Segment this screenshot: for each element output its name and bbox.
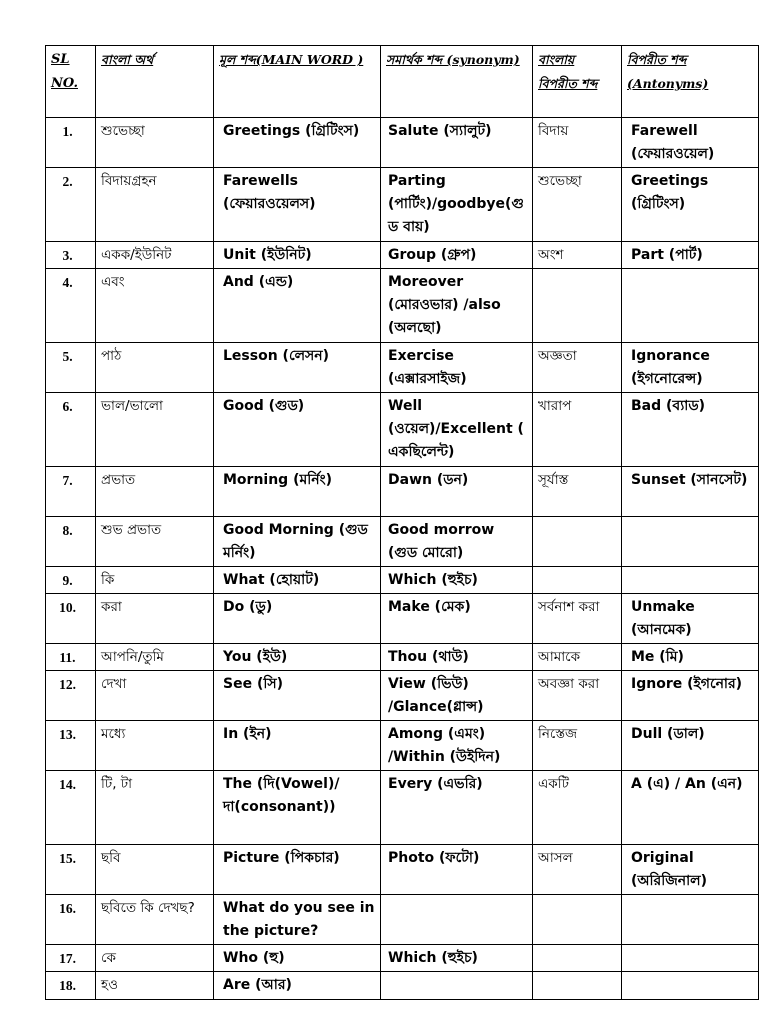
cell-sl: 2. xyxy=(46,168,96,242)
cell-main-word: Picture (পিকচার) xyxy=(214,845,381,895)
cell-bangla-antonym xyxy=(533,945,622,972)
cell-antonym xyxy=(622,269,759,343)
table-row xyxy=(46,845,759,895)
cell-bangla-meaning: দেখা xyxy=(96,671,214,721)
cell-sl: 7. xyxy=(46,467,96,517)
cell-bangla-antonym: অংশ xyxy=(533,242,622,269)
cell-main-word: See (সি) xyxy=(214,671,381,721)
cell-antonym: Greetings (গ্রিটিংস) xyxy=(622,168,759,242)
cell-bangla-antonym: বিদায় xyxy=(533,118,622,168)
cell-bangla-antonym: অবজ্ঞা করা xyxy=(533,671,622,721)
cell-bangla-antonym xyxy=(533,972,622,1000)
cell-bangla-antonym: অজ্ঞতা xyxy=(533,343,622,393)
cell-bangla-meaning: ছবিতে কি দেখছ? xyxy=(96,895,214,945)
cell-antonym: Part (পার্ট) xyxy=(622,242,759,269)
cell-bangla-meaning: পাঠ xyxy=(96,343,214,393)
cell-main-word: Morning (মর্নিং) xyxy=(214,467,381,517)
cell-sl: 10. xyxy=(46,594,96,644)
cell-synonym: Well (ওয়েল)/Excellent ( একছিলেন্ট) xyxy=(381,393,533,467)
cell-synonym: Good morrow (গুড মোরো) xyxy=(381,517,533,567)
vocabulary-table xyxy=(45,45,759,1000)
cell-antonym: A (এ) / An (এন) xyxy=(622,771,759,845)
cell-synonym: Group (গ্রুপ) xyxy=(381,242,533,269)
table-row xyxy=(46,972,759,1000)
cell-synonym: Thou (থাউ) xyxy=(381,644,533,671)
table-row xyxy=(46,393,759,467)
table-row xyxy=(46,567,759,594)
cell-bangla-antonym: সূর্যাস্ত xyxy=(533,467,622,517)
cell-sl: 6. xyxy=(46,393,96,467)
cell-sl: 8. xyxy=(46,517,96,567)
cell-bangla-antonym: সর্বনাশ করা xyxy=(533,594,622,644)
cell-bangla-antonym xyxy=(533,567,622,594)
cell-sl: 4. xyxy=(46,269,96,343)
header-antonyms: বিপরীত শব্দ (Antonyms) xyxy=(622,46,759,118)
cell-sl: 13. xyxy=(46,721,96,771)
table-row xyxy=(46,118,759,168)
table-row xyxy=(46,721,759,771)
cell-antonym: Dull (ডাল) xyxy=(622,721,759,771)
table-row xyxy=(46,343,759,393)
cell-main-word: The (দি(Vowel)/দা(consonant)) xyxy=(214,771,381,845)
cell-sl: 18. xyxy=(46,972,96,1000)
cell-synonym: Photo (ফটো) xyxy=(381,845,533,895)
table-row xyxy=(46,269,759,343)
cell-sl: 17. xyxy=(46,945,96,972)
cell-bangla-meaning: আপনি/তুমি xyxy=(96,644,214,671)
table-row xyxy=(46,771,759,845)
cell-main-word: Greetings (গ্রিটিংস) xyxy=(214,118,381,168)
cell-synonym: Moreover (মোরওভার) /also (অলছো) xyxy=(381,269,533,343)
cell-synonym: Every (এভরি) xyxy=(381,771,533,845)
cell-sl: 14. xyxy=(46,771,96,845)
cell-bangla-antonym xyxy=(533,895,622,945)
cell-bangla-meaning: ছবি xyxy=(96,845,214,895)
cell-bangla-antonym: শুভেচ্ছা xyxy=(533,168,622,242)
header-bangla-meaning: বাংলা অর্থ xyxy=(96,46,214,118)
table-row xyxy=(46,895,759,945)
table-row xyxy=(46,467,759,517)
cell-main-word: What do you see in the picture? xyxy=(214,895,381,945)
cell-antonym: Me (মি) xyxy=(622,644,759,671)
cell-main-word: In (ইন) xyxy=(214,721,381,771)
cell-synonym: Which (হুইচ) xyxy=(381,567,533,594)
header-main-word: মূল শব্দ(MAIN WORD ) xyxy=(214,46,381,118)
cell-main-word: Do (ডু) xyxy=(214,594,381,644)
cell-bangla-meaning: হও xyxy=(96,972,214,1000)
cell-main-word: Good Morning (গুড মর্নিং) xyxy=(214,517,381,567)
cell-synonym xyxy=(381,972,533,1000)
cell-sl: 1. xyxy=(46,118,96,168)
cell-bangla-meaning: কি xyxy=(96,567,214,594)
cell-synonym: Among (এমং) /Within (উইদিন) xyxy=(381,721,533,771)
cell-bangla-meaning: প্রভাত xyxy=(96,467,214,517)
cell-synonym: Dawn (ডন) xyxy=(381,467,533,517)
cell-sl: 5. xyxy=(46,343,96,393)
cell-antonym xyxy=(622,517,759,567)
cell-antonym xyxy=(622,895,759,945)
cell-sl: 3. xyxy=(46,242,96,269)
cell-bangla-meaning: একক/ইউনিট xyxy=(96,242,214,269)
cell-bangla-meaning: শুভেচ্ছা xyxy=(96,118,214,168)
cell-bangla-meaning: বিদায়গ্রহন xyxy=(96,168,214,242)
cell-main-word: And (এন্ড) xyxy=(214,269,381,343)
cell-sl: 12. xyxy=(46,671,96,721)
cell-main-word: Lesson (লেসন) xyxy=(214,343,381,393)
cell-antonym: Unmake (আনমেক) xyxy=(622,594,759,644)
cell-bangla-meaning: করা xyxy=(96,594,214,644)
cell-main-word: Are (আর) xyxy=(214,972,381,1000)
cell-bangla-antonym xyxy=(533,517,622,567)
cell-antonym: Farewell (ফেয়ারওয়েল) xyxy=(622,118,759,168)
cell-main-word: What (হোয়াট) xyxy=(214,567,381,594)
header-synonym: সমার্থক শব্দ (synonym) xyxy=(381,46,533,118)
cell-synonym: Parting (পার্টিং)/goodbye(গুড বায়) xyxy=(381,168,533,242)
cell-bangla-meaning: কে xyxy=(96,945,214,972)
cell-antonym: Original (অরিজিনাল) xyxy=(622,845,759,895)
header-row xyxy=(46,46,759,118)
cell-synonym: View (ভিউ) /Glance(গ্লান্স) xyxy=(381,671,533,721)
cell-antonym: Ignore (ইগনোর) xyxy=(622,671,759,721)
cell-antonym xyxy=(622,567,759,594)
cell-antonym xyxy=(622,972,759,1000)
cell-bangla-antonym: খারাপ xyxy=(533,393,622,467)
cell-antonym: Sunset (সানসেট) xyxy=(622,467,759,517)
table-row xyxy=(46,242,759,269)
cell-synonym xyxy=(381,895,533,945)
cell-main-word: You (ইউ) xyxy=(214,644,381,671)
cell-bangla-antonym: আসল xyxy=(533,845,622,895)
cell-main-word: Who (হু) xyxy=(214,945,381,972)
cell-synonym: Make (মেক) xyxy=(381,594,533,644)
table-row xyxy=(46,517,759,567)
cell-synonym: Which (হুইচ) xyxy=(381,945,533,972)
cell-bangla-antonym xyxy=(533,269,622,343)
cell-bangla-meaning: শুভ প্রভাত xyxy=(96,517,214,567)
cell-sl: 11. xyxy=(46,644,96,671)
cell-bangla-antonym: একটি xyxy=(533,771,622,845)
table-row xyxy=(46,671,759,721)
cell-antonym: Bad (ব্যাড) xyxy=(622,393,759,467)
cell-main-word: Good (গুড) xyxy=(214,393,381,467)
cell-bangla-antonym: নিস্তেজ xyxy=(533,721,622,771)
header-sl-no: SL NO. xyxy=(46,46,96,118)
cell-bangla-meaning: মধ্যে xyxy=(96,721,214,771)
cell-antonym: Ignorance (ইগনোরেন্স) xyxy=(622,343,759,393)
cell-synonym: Salute (স্যালুট) xyxy=(381,118,533,168)
table-row xyxy=(46,168,759,242)
cell-antonym xyxy=(622,945,759,972)
table-row xyxy=(46,594,759,644)
cell-sl: 9. xyxy=(46,567,96,594)
cell-sl: 15. xyxy=(46,845,96,895)
cell-sl: 16. xyxy=(46,895,96,945)
cell-bangla-meaning: এবং xyxy=(96,269,214,343)
table-row xyxy=(46,644,759,671)
cell-main-word: Farewells (ফেয়ারওয়েলস) xyxy=(214,168,381,242)
header-bangla-antonym: বাংলায় বিপরীত শব্দ xyxy=(533,46,622,118)
cell-synonym: Exercise (এক্সারসাইজ) xyxy=(381,343,533,393)
cell-main-word: Unit (ইউনিট) xyxy=(214,242,381,269)
cell-bangla-meaning: ভাল/ভালো xyxy=(96,393,214,467)
table-row xyxy=(46,945,759,972)
cell-bangla-meaning: টি, টা xyxy=(96,771,214,845)
cell-bangla-antonym: আমাকে xyxy=(533,644,622,671)
